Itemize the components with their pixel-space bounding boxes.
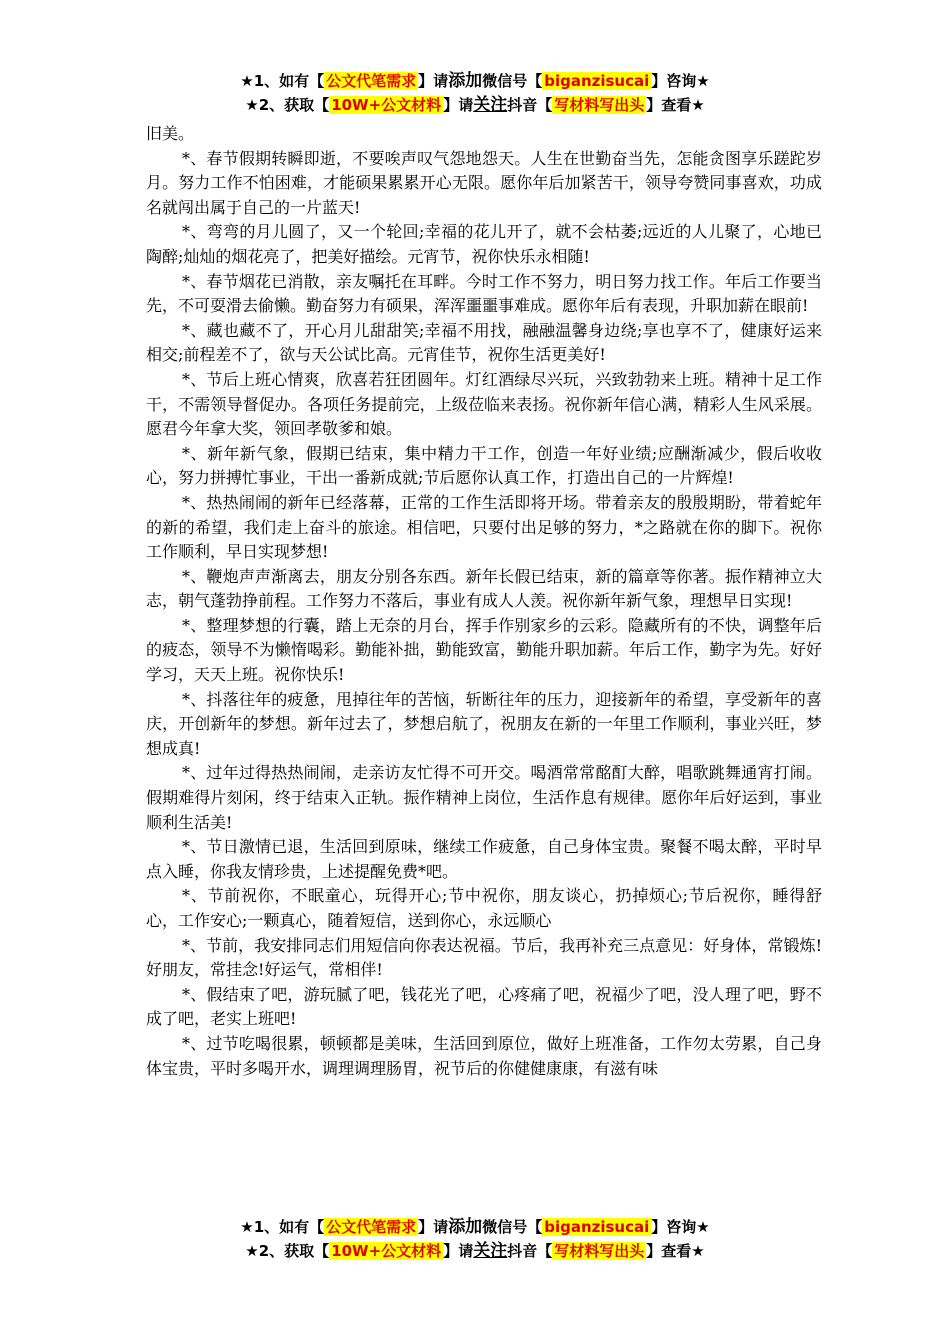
banner-line-1: ★1、如有【 公文代笔需求 】请添加微信号【 biganzisucai 】咨询★ (240, 71, 710, 91)
document-body (146, 122, 822, 1081)
highlight-douyin-id: 写材料写出头 (554, 1242, 645, 1260)
paragraph: *、过节吃喝很累，顿顿都是美味，生活回到原位，做好上班准备，工作勿太劳累，自己身体宝贵，平时多喝开水，调理调理肠胃，祝节后的你健健康康，有滋有味 (146, 1033, 822, 1078)
footer-banner (0, 1216, 950, 1264)
highlight-wechat-id: biganzisucai (544, 72, 650, 90)
paragraph: *、过年过得热热闹闹，走亲访友忙得不可开交。喝酒常常酩酊大醉，唱歌跳舞通宵打闹。假期难得片刻闲，终于结束入正轨。振作精神上岗位，生活作息有规律。愿你年后好运到，事业顺利生活美! (146, 763, 822, 832)
banner-line-2: ★2、获取【 10W+公文材料 】请关注抖音【 写材料写出头 】查看★ (245, 95, 705, 115)
paragraph: *、节前祝你，不眠童心，玩得开心;节中祝你，朋友谈心，扔掉烦心;节后祝你，睡得舒心，工作安心;一颗真心，随着短信，送到你心，永远顺心 (146, 886, 822, 930)
highlight-wechat-id: biganzisucai (544, 1218, 650, 1236)
paragraph: *、鞭炮声声渐离去，朋友分别各东西。新年长假已结束，新的篇章等你著。振作精神立大志，朝气蓬勃挣前程。工作努力不落后，事业有成人人羡。祝你新年新气象，理想早日实现! (146, 566, 822, 611)
banner-line-1: ★1、如有【 公文代笔需求 】请添加微信号【 biganzisucai 】咨询★ (240, 1217, 710, 1237)
banner-line-2: ★2、获取【 10W+公文材料 】请关注抖音【 写材料写出头 】查看★ (245, 1241, 705, 1261)
paragraph: *、抖落往年的疲惫，甩掉往年的苦恼，斩断往年的压力，迎接新年的希望，享受新年的喜庆，开创新年的梦想。新年过去了，梦想启航了，祝朋友在新的一年里工作顺利，事业兴旺，梦想成真! (146, 689, 822, 758)
paragraph: *、节后上班心情爽，欣喜若狂团圆年。灯红酒绿尽兴玩，兴致勃勃来上班。精神十足工作干，不需领导督促办。各项任务提前完，上级莅临来表扬。祝你新年信心满，精彩人生风采展。愿君今年拿大奖，领回孝敬爹和娘。 (146, 369, 822, 439)
highlight-service: 公文代笔需求 (326, 1218, 417, 1236)
paragraph: *、假结束了吧，游玩腻了吧，钱花光了吧，心疼痛了吧，祝福少了吧，没人理了吧，野不成了吧，老实上班吧! (146, 984, 822, 1029)
paragraph: *、节日激情已退，生活回到原味，继续工作疲惫，自己身体宝贵。聚餐不喝太醉，平时早点入睡，你我友情珍贵，上述提醒免费*吧。 (146, 837, 822, 881)
paragraph: *、藏也藏不了，开心月儿甜甜笑;幸福不用找，融融温馨身边绕;享也享不了，健康好运来相交;前程差不了，欲与天公试比高。元宵佳节，祝你生活更美好! (146, 320, 822, 365)
paragraph: *、春节假期转瞬即逝，不要唉声叹气怨地怨天。人生在世勤奋当先，怎能贪图享乐蹉跎岁月。努力工作不怕困难，才能硕果累累开心无限。愿你年后加紧苦干，领导夸赞同事喜欢，功成名就闯出属于自己的一片蓝天! (146, 148, 822, 217)
lead-text: 旧美。 (146, 124, 195, 143)
highlight-service: 公文代笔需求 (326, 72, 417, 90)
paragraph: *、热热闹闹的新年已经落幕，正常的工作生活即将开场。带着亲友的殷殷期盼，带着蛇年的新的希望，我们走上奋斗的旅途。相信吧，只要付出足够的努力，*之路就在你的脚下。祝你工作顺利，早日实现梦想! (146, 492, 822, 562)
header-banner (0, 70, 950, 118)
paragraph: *、节前，我安排同志们用短信向你表达祝福。节后，我再补充三点意见：好身体，常锻炼!好朋友，常挂念!好运气，常相伴! (146, 935, 822, 980)
paragraph: *、新年新气象，假期已结束，集中精力干工作，创造一年好业绩;应酬渐减少，假后收收心，努力拼搏忙事业，干出一番新成就;节后愿你认真工作，打造出自己的一片辉煌! (146, 443, 822, 488)
highlight-materials: 10W+公文材料 (331, 96, 442, 114)
highlight-douyin-id: 写材料写出头 (554, 96, 645, 114)
highlight-materials: 10W+公文材料 (331, 1242, 442, 1260)
paragraph: *、整理梦想的行囊，踏上无奈的月台，挥手作别家乡的云彩。隐藏所有的不快，调整年后的疲态，领导不为懒惰喝彩。勤能补拙，勤能致富，勤能升职加薪。年后工作，勤字为先。好好学习，天天上班。祝你快乐! (146, 615, 822, 685)
paragraph: *、春节烟花已消散，亲友嘱托在耳畔。今时工作不努力，明日努力找工作。年后工作要当先，不可耍滑去偷懒。勤奋努力有硕果，浑浑噩噩事难成。愿你年后有表现，升职加薪在眼前! (146, 271, 822, 316)
paragraph: *、弯弯的月儿圆了，又一个轮回;幸福的花儿开了，就不会枯萎;远近的人儿聚了，心地已陶醉;灿灿的烟花亮了，把美好描绘。元宵节，祝你快乐永相随! (146, 222, 822, 266)
